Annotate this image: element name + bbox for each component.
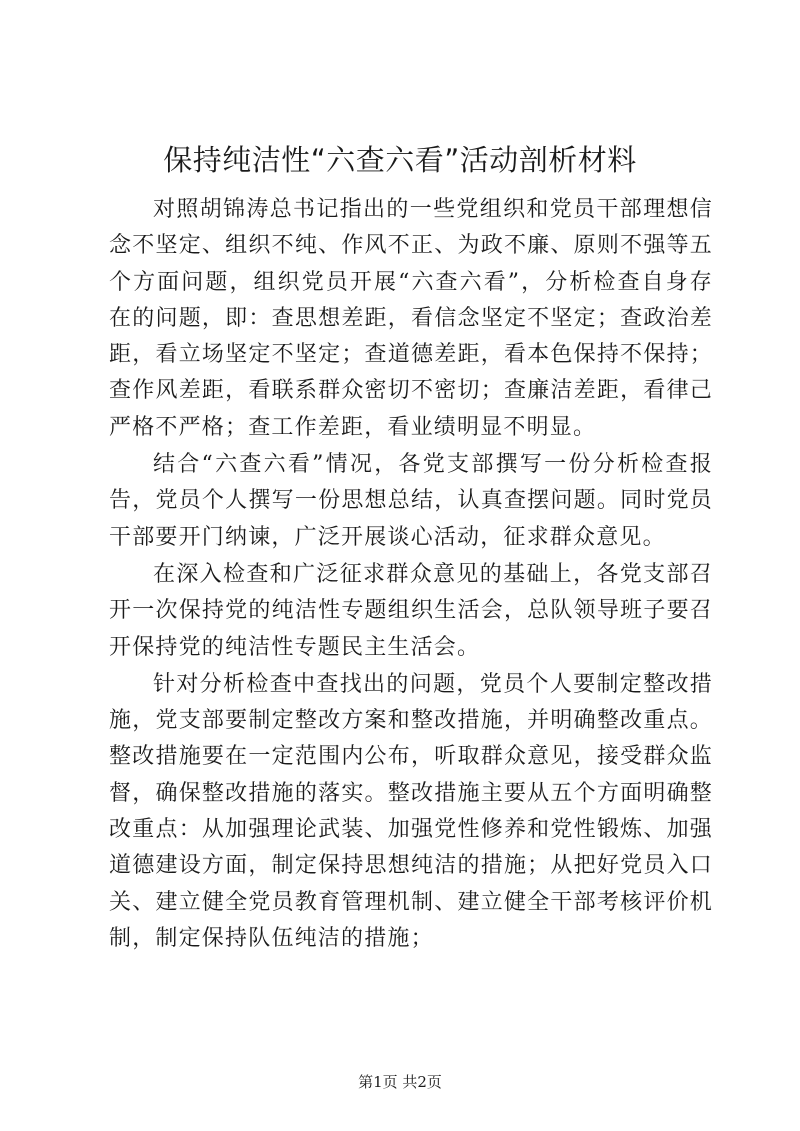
document-body bbox=[109, 192, 713, 958]
paragraph-1: 对照胡锦涛总书记指出的一些党组织和党员干部理想信念不坚定、组织不纯、作风不正、为政不廉、原则不强等五个方面问题，组织党员开展“六查六看”，分析检查自身存在的问题，即：查思想差距，看信念坚定不坚定；查政治差距，看立场坚定不坚定；查道德差距，看本色保持不保持；查作风差距，看联系群众密切不密切；查廉洁差距，看律己严格不严格；查工作差距，看业绩明显不明显。 bbox=[109, 197, 713, 440]
paragraph-3: 在深入检查和广泛征求群众意见的基础上，各党支部召开一次保持党的纯洁性专题组织生活会，总队领导班子要召开保持党的纯洁性专题民主生活会。 bbox=[109, 561, 713, 660]
paragraph-4: 针对分析检查中查找出的问题，党员个人要制定整改措施，党支部要制定整改方案和整改措施，并明确整改重点。整改措施要在一定范围内公布，听取群众意见，接受群众监督，确保整改措施的落实。整改措施主要从五个方面明确整改重点：从加强理论武装、加强党性修养和党性锻炼、加强道德建设方面，制定保持思想纯洁的措施；从把好党员入口关、建立健全党员教育管理机制、建立健全干部考核评价机制，制定保持队伍纯洁的措施； bbox=[109, 671, 713, 951]
paragraph-2: 结合“六查六看”情况，各党支部撰写一份分析检查报告，党员个人撰写一份思想总结，认真查摆问题。同时党员干部要开门纳谏，广泛开展谈心活动，征求群众意见。 bbox=[109, 452, 713, 550]
document-title: 保持纯洁性“六查六看”活动剖析材料 bbox=[163, 143, 637, 177]
page-footer: 第1页 共2页 bbox=[358, 1073, 442, 1091]
